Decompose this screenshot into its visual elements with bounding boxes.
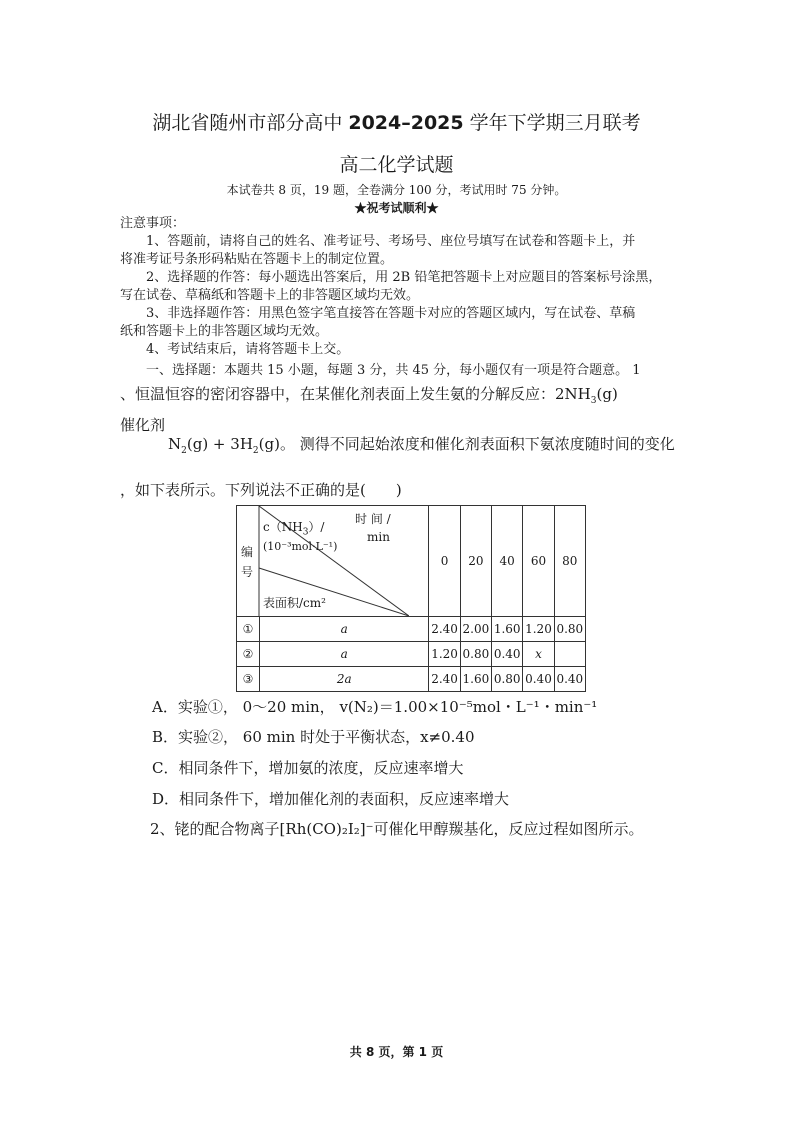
- stem-line-2-text: (g)。 测得不同起始浓度和催化剂表面积下氨浓度随时间的变化: [258, 435, 675, 453]
- time-header-cell: 60: [523, 506, 554, 617]
- title-suffix: 学年下学期三月联考: [463, 112, 641, 134]
- corner-conc-label: [263, 518, 324, 537]
- corner-unit-label: (10⁻³mol·L⁻¹): [263, 540, 338, 553]
- row-value-cell: 2.40: [429, 667, 460, 692]
- table-corner-cell: [237, 506, 429, 617]
- row-value-cell: 0.40: [523, 667, 554, 692]
- notes-heading: 注意事项：: [120, 216, 186, 231]
- row-value-cell: [554, 642, 585, 667]
- question-2-stem: 2、铑的配合物离子[Rh(CO)₂I₂]⁻可催化甲醇羰基化，反应过程如图所示。: [150, 820, 644, 838]
- time-header-cell: 80: [554, 506, 585, 617]
- section-heading: [120, 362, 692, 380]
- stem-line-1-end: (g): [596, 385, 618, 403]
- exam-info: 本试卷共 8 页，19 题，全卷满分 100 分，考试用时 75 分钟。: [226, 183, 567, 197]
- corner-id-label: 编号: [240, 545, 253, 579]
- option-d: D．相同条件下，增加催化剂的表面积，反应速率增大: [152, 790, 510, 808]
- corner-min-label: min: [367, 530, 390, 544]
- note-3-line-1: 3、非选择题作答：用黑色签字笔直接答在答题卡对应的答题区域内，写在试卷、草稿: [146, 306, 636, 321]
- question-1-stem-line-2: [168, 433, 708, 456]
- row-value-cell: 0.80: [492, 667, 523, 692]
- row-value-cell: 0.80: [460, 642, 491, 667]
- catalyst-label: 催化剂: [120, 416, 166, 434]
- note-2-line-2: 写在试卷、草稿纸和答题卡上的非答题区域均无效。: [120, 288, 420, 303]
- stem-sub-nh3: 3: [590, 396, 597, 406]
- concentration-table: [236, 505, 586, 692]
- time-header-cell: 20: [460, 506, 491, 617]
- row-value-cell: 1.60: [492, 617, 523, 642]
- note-4: 4、考试结束后，请将答题卡上交。: [146, 342, 350, 357]
- page-title: [0, 108, 793, 135]
- row-value-cell: 2.40: [429, 617, 460, 642]
- corner-time-label: 时 间 /: [355, 512, 391, 526]
- row-value-cell: 0.80: [554, 617, 585, 642]
- row-id-cell: ②: [237, 642, 260, 667]
- title-prefix: 湖北省随州市部分高中: [152, 112, 349, 134]
- question-1-stem-line-1: [120, 383, 692, 406]
- time-header-cell: 0: [429, 506, 460, 617]
- stem-n2: N: [168, 435, 182, 453]
- option-a: A．实验①， 0～20 min， v(N₂)＝1.00×10⁻⁵mol・L⁻¹・min⁻¹: [152, 698, 598, 716]
- row-value-cell: 0.40: [554, 667, 585, 692]
- note-1-line-2: 将准考证号条形码粘贴在答题卡上的制定位置。: [120, 252, 394, 267]
- corner-area-label: 表面积/cm²: [263, 596, 326, 610]
- row-id-cell: ①: [237, 617, 260, 642]
- row-value-cell: 1.20: [429, 642, 460, 667]
- note-2-line-1: 2、选择题的作答：每小题选出答案后，用 2B 铅笔把答题卡上对应题目的答案标号涂黑，: [146, 270, 662, 285]
- row-value-cell: x: [523, 642, 554, 667]
- notes-section: [120, 215, 692, 359]
- row-area-cell: a: [260, 642, 429, 667]
- table-row: [237, 642, 586, 667]
- note-3-line-2: 纸和答题卡上的非答题区域均无效。: [120, 324, 329, 339]
- question-1-stem-line-3: ，如下表所示。下列说法不正确的是( ): [120, 481, 402, 499]
- row-id-cell: ③: [237, 667, 260, 692]
- option-c: C．相同条件下，增加氨的浓度，反应速率增大: [152, 759, 464, 777]
- table-row: [237, 667, 586, 692]
- row-value-cell: 1.60: [460, 667, 491, 692]
- row-area-cell: a: [260, 617, 429, 642]
- title-year: 2024–2025: [348, 112, 464, 134]
- row-value-cell: 0.40: [492, 642, 523, 667]
- row-area-cell: 2a: [260, 667, 429, 692]
- page-footer: 共 8 页，第 1 页: [349, 1045, 444, 1059]
- stem-line-1-text: 、恒温恒容的密闭容器中，在某催化剂表面上发生氨的分解反应：2NH: [120, 385, 591, 403]
- corner-conc-sub: 3: [302, 527, 309, 538]
- table-corner-diagonal: [237, 506, 409, 616]
- stem-sub-h2: 2: [252, 446, 259, 456]
- exam-subtitle: 高二化学试题: [339, 154, 454, 176]
- option-b: B．实验②， 60 min 时处于平衡状态，x≠0.40: [152, 728, 475, 746]
- note-1-line-1: 1、答题前，请将自己的姓名、准考证号、考场号、座位号填写在试卷和答题卡上，并: [146, 234, 636, 249]
- table-row: [237, 617, 586, 642]
- table-header-row: [237, 506, 586, 617]
- corner-conc-end: ）/: [308, 520, 325, 534]
- stem-h2: (g) + 3H: [186, 435, 253, 453]
- stem-sub-n2: 2: [181, 446, 187, 456]
- row-value-cell: 1.20: [523, 617, 554, 642]
- row-value-cell: 2.00: [460, 617, 491, 642]
- corner-conc-text: c（NH: [263, 520, 303, 534]
- section-heading-text: 一、选择题：本题共 15 小题，每题 3 分，共 45 分，每小题仅有一项是符合题意。 1: [146, 363, 641, 378]
- time-header-cell: 40: [492, 506, 523, 617]
- exam-wish: ★祝考试顺利★: [354, 201, 439, 215]
